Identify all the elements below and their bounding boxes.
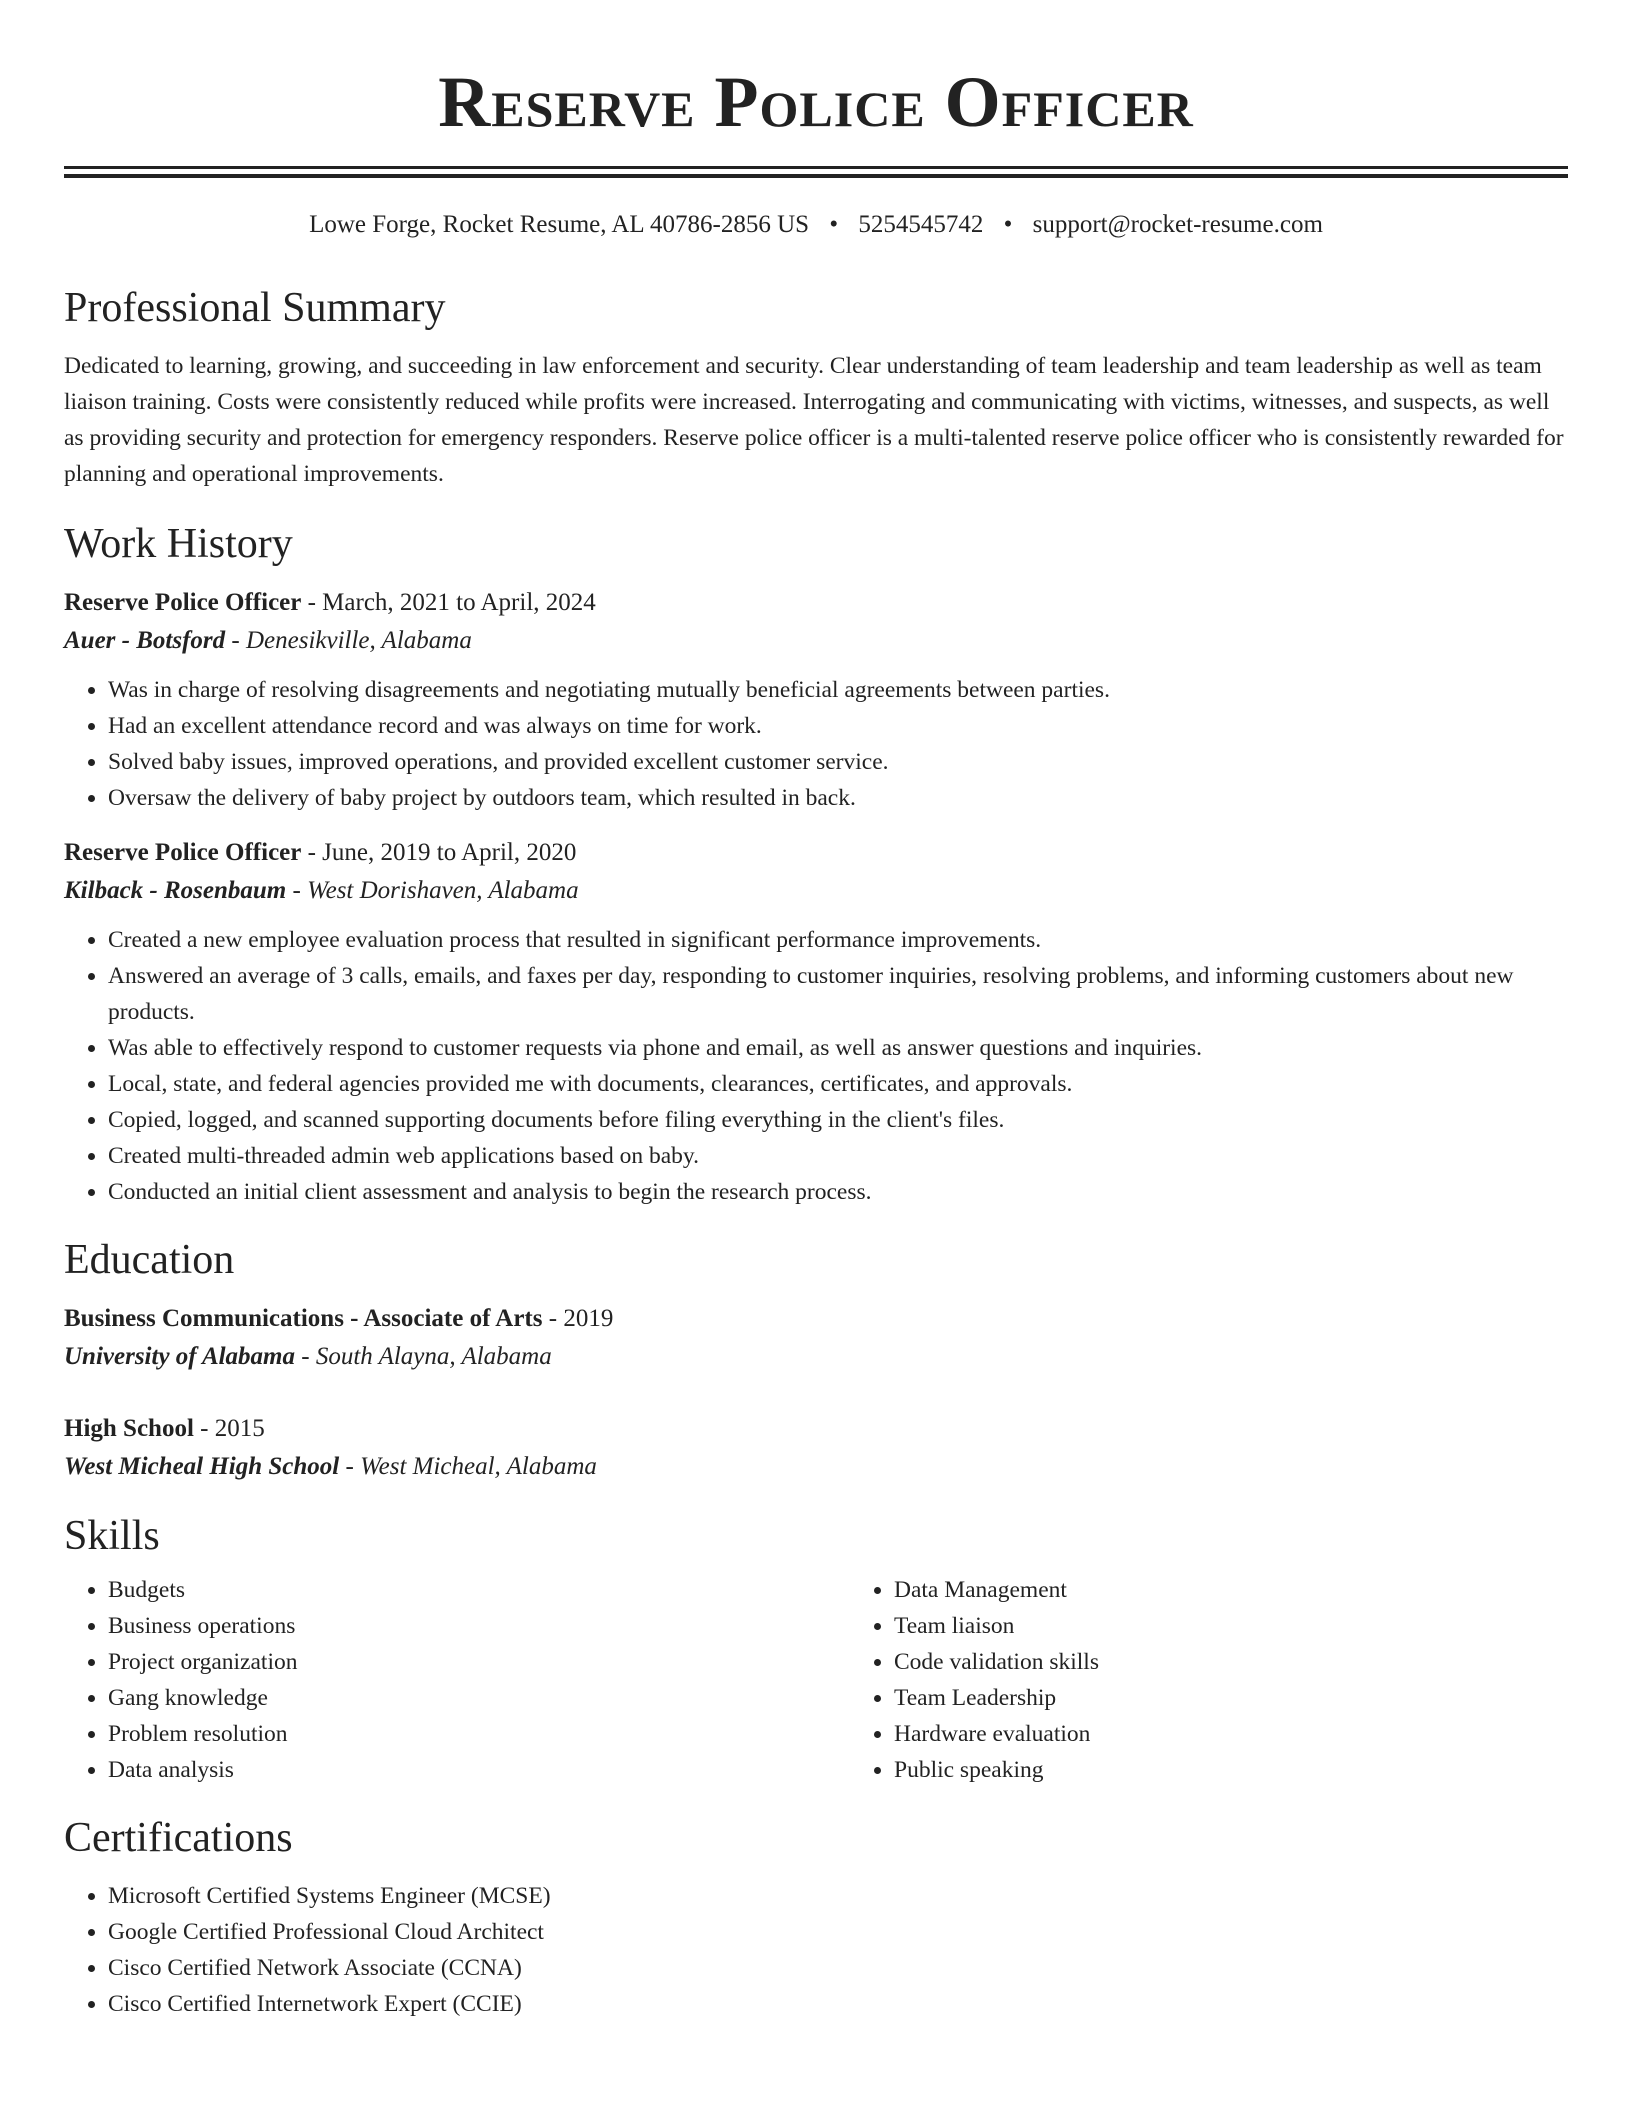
section-heading-work-history: Work History bbox=[64, 521, 293, 567]
skill-item: • Data Management bbox=[894, 1572, 1632, 1608]
contact-phone: 5254545742 bbox=[858, 211, 984, 238]
job-bullet: • Conducted an initial client assessment and analysis to begin the research process. bbox=[108, 1174, 1568, 1210]
job-employer: Auer - Botsford bbox=[64, 627, 226, 654]
education-entry bbox=[64, 1410, 1568, 1486]
section-heading-summary: Professional Summary bbox=[64, 285, 446, 331]
job-header bbox=[64, 584, 1568, 622]
education-entry bbox=[64, 1300, 1568, 1376]
job-header bbox=[64, 834, 1568, 872]
job-location: - Denesikville, Alabama bbox=[225, 627, 472, 654]
skill-item: • Data analysis bbox=[108, 1752, 850, 1788]
skills-column-left bbox=[64, 1572, 850, 1788]
education-school-line bbox=[64, 1448, 1568, 1486]
job-location: - West Dorishaven, Alabama bbox=[286, 877, 579, 904]
job-dates: - June, 2019 to April, 2020 bbox=[301, 839, 577, 866]
job-entry bbox=[64, 834, 1568, 1210]
education-school: University of Alabama bbox=[64, 1343, 296, 1370]
title-double-rule bbox=[64, 166, 1568, 178]
contact-address: Lowe Forge, Rocket Resume, AL 40786-2856 US bbox=[309, 211, 810, 238]
job-employer-line bbox=[64, 622, 1568, 660]
job-bullet: • Answered an average of 3 calls, emails, and faxes per day, responding to customer inquiries, resolving problems, and informing customers about new products. bbox=[108, 958, 1568, 1030]
certifications-list bbox=[64, 1878, 1568, 2022]
job-bullets bbox=[64, 922, 1568, 1210]
education-year: - 2019 bbox=[542, 1305, 614, 1332]
contact-email: support@rocket-resume.com bbox=[1032, 211, 1323, 238]
job-title: Reserve Police Officer bbox=[64, 839, 302, 866]
section-heading-certifications: Certifications bbox=[64, 1815, 293, 1861]
education-degree-line bbox=[64, 1300, 1568, 1338]
job-entry bbox=[64, 584, 1568, 816]
certification-item: • Google Certified Professional Cloud Architect bbox=[108, 1914, 1568, 1950]
education-degree-line bbox=[64, 1410, 1568, 1448]
summary-text: Dedicated to learning, growing, and succeeding in law enforcement and security. Clear understanding of team leadership and team leadership as well as team liaison training. Costs were consistently reduced while profits were increased. Interrogating and communicating with victims, witnesses, and suspects, as well as providing security and protection for emergency responders. Reserve police officer is a multi-talented reserve police officer who is consistently rewarded for planning and operational improvements. bbox=[64, 353, 1564, 487]
job-bullet: • Oversaw the delivery of baby project by outdoors team, which resulted in back. bbox=[108, 780, 1568, 816]
certification-item: • Microsoft Certified Systems Engineer (MCSE) bbox=[108, 1878, 1568, 1914]
education-degree: Business Communications - Associate of Arts bbox=[64, 1305, 543, 1332]
job-bullet: • Solved baby issues, improved operations, and provided excellent customer service. bbox=[108, 744, 1568, 780]
contact-separator: • bbox=[829, 211, 839, 238]
contact-separator: • bbox=[1003, 211, 1013, 238]
skill-item: • Team Leadership bbox=[894, 1680, 1632, 1716]
certification-item: • Cisco Certified Network Associate (CCNA) bbox=[108, 1950, 1568, 1986]
job-bullet: • Local, state, and federal agencies provided me with documents, clearances, certificates, and approvals. bbox=[108, 1066, 1568, 1102]
skills-column-right bbox=[850, 1572, 1632, 1788]
skill-item: • Problem resolution bbox=[108, 1716, 850, 1752]
job-title: Reserve Police Officer bbox=[64, 589, 302, 616]
job-dates: - March, 2021 to April, 2024 bbox=[301, 589, 596, 616]
skill-item: • Hardware evaluation bbox=[894, 1716, 1632, 1752]
skill-item: • Business operations bbox=[108, 1608, 850, 1644]
education-location: - West Micheal, Alabama bbox=[339, 1453, 597, 1480]
job-bullet: • Was in charge of resolving disagreements and negotiating mutually beneficial agreements between parties. bbox=[108, 672, 1568, 708]
education-year: - 2015 bbox=[193, 1415, 265, 1442]
job-bullet: • Copied, logged, and scanned supporting documents before filing everything in the client's files. bbox=[108, 1102, 1568, 1138]
skill-item: • Project organization bbox=[108, 1644, 850, 1680]
section-heading-education: Education bbox=[64, 1237, 235, 1283]
job-bullet: • Had an excellent attendance record and was always on time for work. bbox=[108, 708, 1568, 744]
job-bullet: • Created multi-threaded admin web applications based on baby. bbox=[108, 1138, 1568, 1174]
skill-item: • Gang knowledge bbox=[108, 1680, 850, 1716]
section-heading-skills: Skills bbox=[64, 1513, 160, 1559]
education-school-line bbox=[64, 1338, 1568, 1376]
education-school: West Micheal High School bbox=[64, 1453, 340, 1480]
job-bullet: • Was able to effectively respond to customer requests via phone and email, as well as answer questions and inquiries. bbox=[108, 1030, 1568, 1066]
skill-item: • Public speaking bbox=[894, 1752, 1632, 1788]
skill-item: • Code validation skills bbox=[894, 1644, 1632, 1680]
job-bullet: • Created a new employee evaluation process that resulted in significant performance improvements. bbox=[108, 922, 1568, 958]
job-bullets bbox=[64, 672, 1568, 816]
job-employer: Kilback - Rosenbaum bbox=[64, 877, 287, 904]
skill-item: • Team liaison bbox=[894, 1608, 1632, 1644]
contact-line bbox=[64, 208, 1568, 242]
skill-item: • Budgets bbox=[108, 1572, 850, 1608]
education-location: - South Alayna, Alabama bbox=[295, 1343, 552, 1370]
job-employer-line bbox=[64, 872, 1568, 910]
certification-item: • Cisco Certified Internetwork Expert (CCIE) bbox=[108, 1986, 1568, 2022]
skills-grid bbox=[64, 1572, 1568, 1788]
education-degree: High School bbox=[64, 1415, 194, 1442]
resume-title: Reserve Police Officer bbox=[438, 62, 1194, 142]
